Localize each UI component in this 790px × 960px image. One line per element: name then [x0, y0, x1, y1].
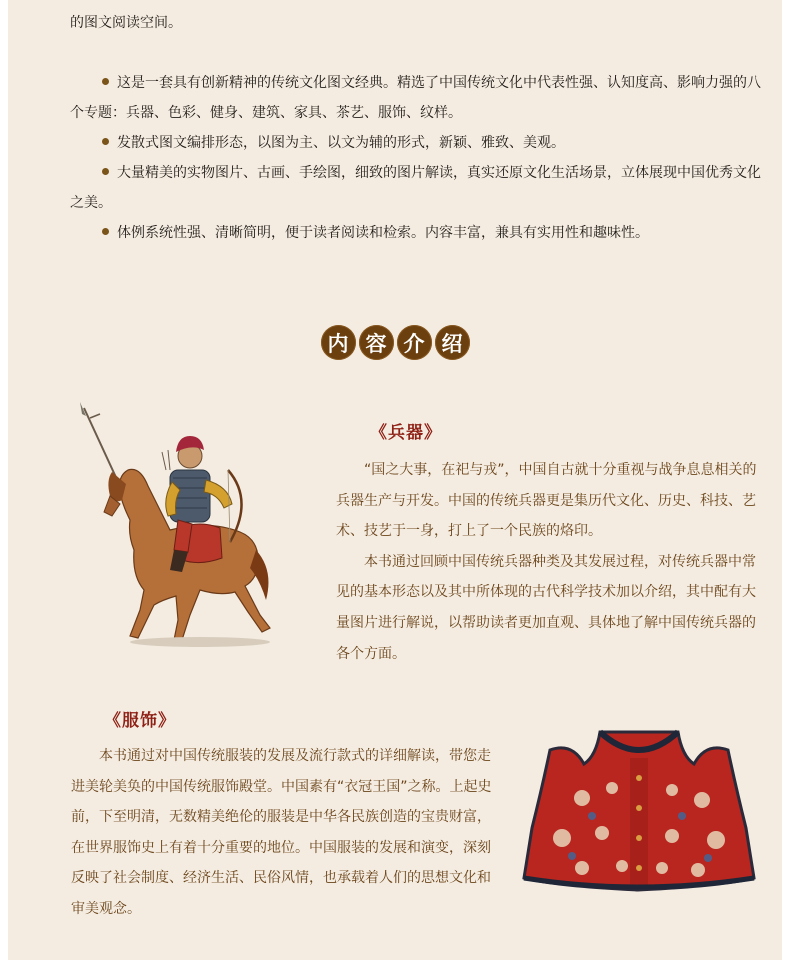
bullet-dot-icon — [102, 78, 109, 85]
section-title — [8, 325, 782, 360]
title-badge: 介 — [397, 325, 432, 360]
intro-bullet — [70, 128, 770, 158]
costume-paragraph: 本书通过对中国传统服装的发展及流行款式的详细解读，带您走进美轮美奂的中国传统服饰殿堂。中国素有“衣冠王国”之称。上起史前，下至明清，无数精美绝伦的服装是中华各民族创造的宝贵财富，在世界服饰史上有着十分重要的地位。中国服装的发展和演变，深刻反映了社会制度、经济生活、民俗风情，也承载着人们的思想文化和审美观念。 — [71, 748, 492, 917]
bullet-dot-icon — [102, 228, 109, 235]
weapons-paragraph: 本书通过回顾中国传统兵器种类及其发展过程，对传统兵器中常见的基本形态以及其中所体现的古代科学技术加以介绍，其中配有大量图片进行解说，以帮助读者更加直观、具体地了解中国传统兵器的各个方面。 — [336, 553, 756, 662]
intro-bullet — [70, 158, 770, 218]
intro-lead: 的图文阅读空间。 — [70, 15, 182, 31]
intro-bullet — [70, 68, 770, 128]
weapons-paragraph: “国之大事，在祀与戎”，中国自古就十分重视与战争息息相关的兵器生产与开发。中国的传统兵器更是集历代文化、历史、科技、艺术、技艺于一身，打上了一个民族的烙印。 — [336, 462, 757, 540]
title-badge: 容 — [359, 325, 394, 360]
bullet-text: 这是一套具有创新精神的传统文化图文经典。精选了中国传统文化中代表性强、认知度高、影响力强的八个专题：兵器、色彩、健身、建筑、家具、茶艺、服饰、纹样。 — [70, 75, 761, 121]
cavalry-illustration — [70, 400, 290, 655]
weapons-heading: 《兵器》 — [370, 423, 442, 443]
title-badge: 绍 — [435, 325, 470, 360]
bullet-text: 大量精美的实物图片、古画、手绘图，细致的图片解读，真实还原文化生活场景，立体展现中国优秀文化之美。 — [70, 165, 761, 211]
costume-text — [71, 741, 495, 925]
intro-block — [70, 8, 770, 248]
costume-heading: 《服饰》 — [104, 711, 176, 731]
intro-bullet — [70, 218, 770, 248]
bullet-text: 发散式图文编排形态，以图为主、以文为辅的形式，新颖、雅致、美观。 — [117, 135, 565, 151]
bullet-dot-icon — [102, 138, 109, 145]
embroidered-vest-image — [522, 728, 756, 893]
bullet-text: 体例系统性强、清晰简明，便于读者阅读和检索。内容丰富，兼具有实用性和趣味性。 — [117, 225, 649, 241]
weapons-text — [336, 455, 760, 669]
title-badge: 内 — [321, 325, 356, 360]
bullet-dot-icon — [102, 168, 109, 175]
page-background — [8, 0, 782, 960]
